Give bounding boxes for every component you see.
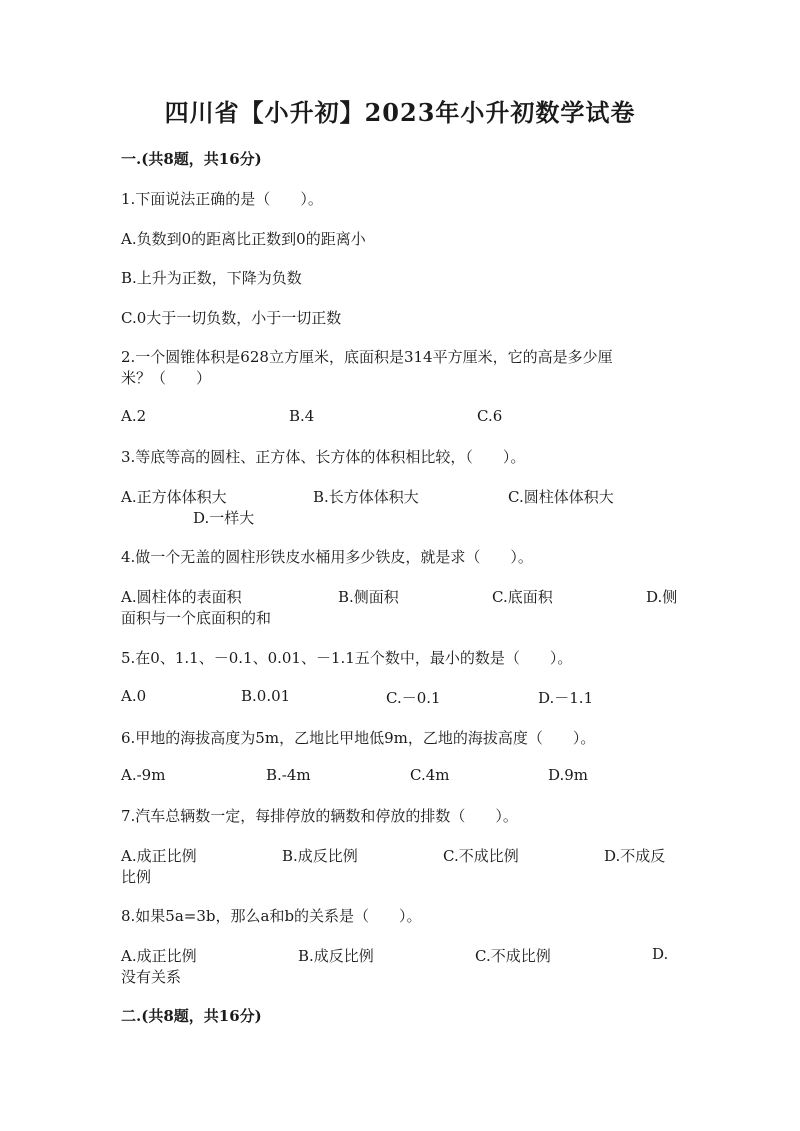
question-5-option-d: D.－1.1 bbox=[538, 689, 594, 707]
question-4-option-b: B.侧面积 bbox=[338, 588, 399, 606]
question-8-stem: 8.如果5a=3b，那么a和b的关系是（ ）。 bbox=[121, 907, 422, 925]
section-heading-1: 一.(共8题，共16分) bbox=[121, 150, 262, 168]
question-4-option-a: A.圆柱体的表面积 bbox=[121, 588, 242, 606]
question-1-option-c: C.0大于一切负数，小于一切正数 bbox=[121, 309, 342, 327]
question-7-option-d-continuation: 比例 bbox=[121, 868, 152, 886]
question-8-option-c: C.不成比例 bbox=[475, 947, 551, 965]
question-2-option-a: A.2 bbox=[121, 407, 147, 425]
question-6-option-c: C.4m bbox=[410, 766, 450, 784]
section-heading-2: 二.(共8题，共16分) bbox=[121, 1007, 262, 1025]
question-4-option-c: C.底面积 bbox=[492, 588, 553, 606]
question-2-option-c: C.6 bbox=[477, 407, 503, 425]
question-3-option-c: C.圆柱体体积大 bbox=[508, 488, 614, 506]
question-1-option-a: A.负数到0的距离比正数到0的距离小 bbox=[121, 230, 366, 248]
question-6-option-d: D.9m bbox=[548, 766, 589, 784]
question-7-option-a: A.成正比例 bbox=[121, 847, 197, 865]
question-3-option-b: B.长方体体积大 bbox=[313, 488, 419, 506]
question-7-option-b: B.成反比例 bbox=[282, 847, 358, 865]
question-5-option-b: B.0.01 bbox=[241, 687, 291, 705]
question-4-stem: 4.做一个无盖的圆柱形铁皮水桶用多少铁皮，就是求（ ）。 bbox=[121, 548, 533, 566]
question-2-option-b: B.4 bbox=[289, 407, 315, 425]
question-6-option-b: B.-4m bbox=[266, 766, 311, 784]
question-5-option-a: A.0 bbox=[121, 687, 147, 705]
question-2-stem-line1: 2.一个圆锥体积是628立方厘米，底面积是314平方厘米，它的高是多少厘 bbox=[121, 348, 613, 366]
question-3-option-a: A.正方体体积大 bbox=[121, 488, 227, 506]
question-3-stem: 3.等底等高的圆柱、正方体、长方体的体积相比较，（ ）。 bbox=[121, 448, 526, 466]
question-2-stem-line2: 米？（ ） bbox=[121, 369, 212, 387]
question-7-option-d: D.不成反 bbox=[604, 847, 666, 865]
question-6-option-a: A.-9m bbox=[121, 766, 166, 784]
question-8-option-b: B.成反比例 bbox=[298, 947, 374, 965]
question-5-stem: 5.在0、1.1、－0.1、0.01、－1.1五个数中，最小的数是（ ）。 bbox=[121, 649, 573, 667]
question-8-option-a: A.成正比例 bbox=[121, 947, 197, 965]
question-8-option-d: D. bbox=[652, 945, 669, 963]
question-4-option-d-continuation: 面积与一个底面积的和 bbox=[121, 609, 272, 627]
question-1-stem: 1.下面说法正确的是（ ）。 bbox=[121, 190, 323, 208]
question-6-stem: 6.甲地的海拔高度为5m，乙地比甲地低9m，乙地的海拔高度（ ）。 bbox=[121, 729, 596, 747]
exam-title: 四川省【小升初】2023年小升初数学试卷 bbox=[164, 98, 636, 127]
question-5-option-c: C.－0.1 bbox=[386, 689, 441, 707]
question-4-option-d: D.侧 bbox=[646, 588, 678, 606]
question-3-option-d: D.一样大 bbox=[193, 509, 255, 527]
question-8-option-d-continuation: 没有关系 bbox=[121, 968, 182, 986]
question-7-option-c: C.不成比例 bbox=[443, 847, 519, 865]
question-1-option-b: B.上升为正数，下降为负数 bbox=[121, 269, 302, 287]
question-7-stem: 7.汽车总辆数一定，每排停放的辆数和停放的排数（ ）。 bbox=[121, 807, 518, 825]
